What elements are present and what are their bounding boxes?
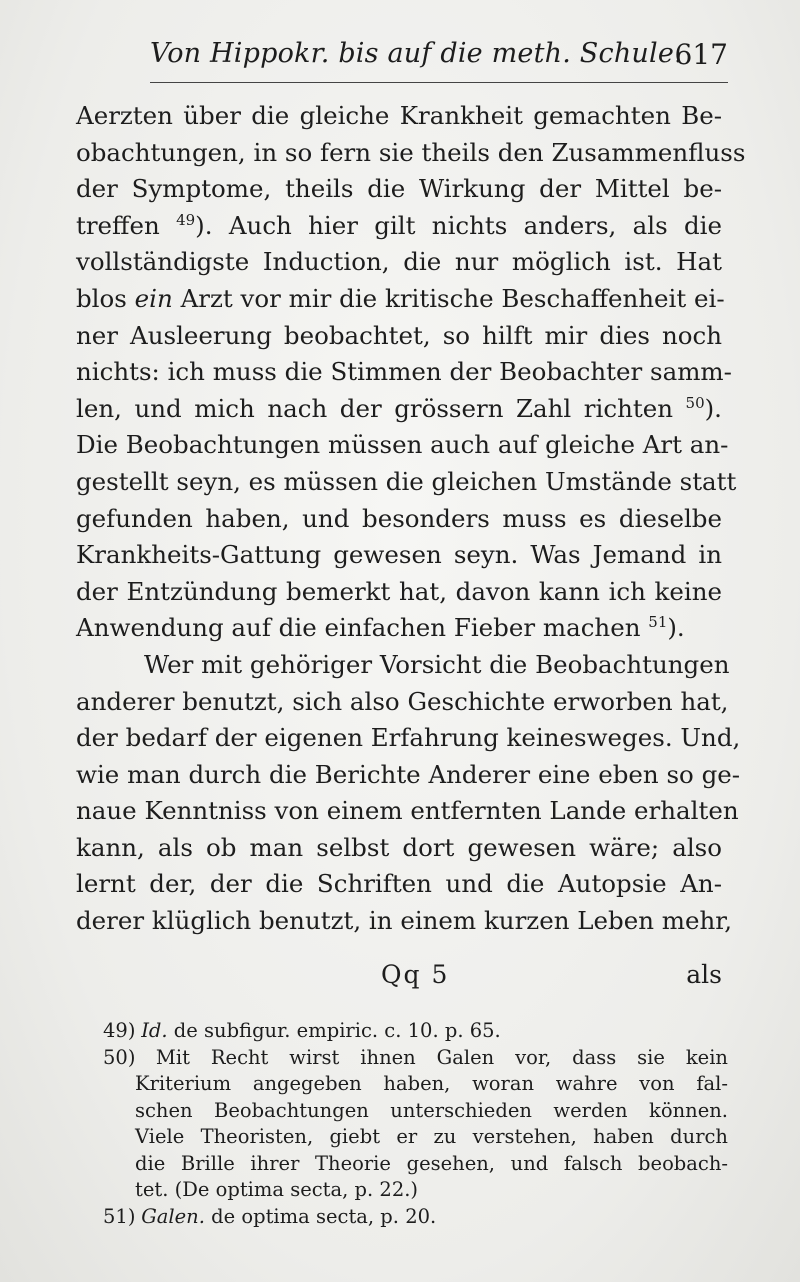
footnote-ref-49: 49 xyxy=(176,210,196,229)
text-line: treffen $^{49}$). Auch hier gilt nichts anders, als die xyxy=(76,210,722,240)
text-line: Krankheits-Gattung gewesen seyn. Was Jemand in xyxy=(76,540,722,570)
page-header xyxy=(150,38,728,83)
text-line: der bedarf der eigenen Erfahrung keinesweges. Und, xyxy=(76,723,741,753)
footnote-50: 50) Mit Recht wirst ihnen Galen vor, dass sie kein xyxy=(103,1045,728,1069)
text-line: Wer mit gehöriger Vorsicht die Beobachtungen xyxy=(144,649,730,679)
text-line: Anwendung auf die einfachen Fieber machen $^{51}$). xyxy=(76,613,685,643)
footnote-50-line: schen Beobachtungen unterschieden werden können. xyxy=(135,1098,728,1122)
footnote-ref-50: 50 xyxy=(685,393,705,412)
signature-row xyxy=(76,960,722,1000)
text-line: derer klüglich benutzt, in einem kurzen Leben mehr, xyxy=(76,906,733,936)
text-line: gestellt seyn, es müssen die gleichen Umstände statt xyxy=(76,466,737,496)
running-head: Von Hippokr. bis auf die meth. Schule. xyxy=(150,38,683,69)
text-line: naue Kenntniss von einem entfernten Lande erhalten xyxy=(76,796,739,826)
footnote-ref-51: 51 xyxy=(648,613,668,632)
text-line: gefunden haben, und besonders muss es dieselbe xyxy=(76,503,722,533)
text-line: ner Ausleerung beobachtet, so hilft mir dies noch xyxy=(76,320,722,350)
text-line: obachtungen, in so fern sie theils den Zusammenfluss xyxy=(76,137,746,167)
footnote-50-line: die Brille ihrer Theorie gesehen, und falsch beobach- xyxy=(135,1151,728,1175)
main-text xyxy=(76,98,746,940)
text-line: vollständigste Induction, die nur möglich ist. Hat xyxy=(76,247,722,277)
text-line: der Entzündung bemerkt hat, davon kann ich keine xyxy=(76,576,722,606)
text-line: kann, als ob man selbst dort gewesen wäre; also xyxy=(76,832,722,862)
text-line: nichts: ich muss die Stimmen der Beobachter samm- xyxy=(76,357,732,387)
footnote-50-line: Viele Theoristen, giebt er zu verstehen, haben durch xyxy=(135,1125,728,1148)
page-number: 617 xyxy=(674,38,728,71)
footnote-50-line: Kriterium angegeben haben, woran wahre von fal- xyxy=(135,1072,728,1095)
footnote-51: 51) Galen. de optima secta, p. 20. xyxy=(103,1204,437,1228)
text-line: anderer benutzt, sich also Geschichte erworben hat, xyxy=(76,686,729,716)
footnote-50-line: tet. (De optima secta, p. 22.) xyxy=(135,1178,419,1201)
footnote-49: 49) Id. de subfigur. empiric. c. 10. p. 65. xyxy=(103,1019,501,1042)
text-line: wie man durch die Berichte Anderer eine eben so ge- xyxy=(76,759,741,789)
text-line: len, und mich nach der grössern Zahl richten $^{50}$). xyxy=(76,393,722,423)
signature-mark: Qq 5 xyxy=(381,960,450,989)
text-line: blos ein Arzt vor mir die kritische Beschaffenheit ei- xyxy=(76,283,725,313)
catchword: als xyxy=(686,960,722,989)
text-line: der Symptome, theils die Wirkung der Mittel be- xyxy=(76,174,722,204)
footnotes xyxy=(103,1018,728,1230)
text-line: lernt der, der die Schriften und die Autopsie An- xyxy=(76,869,722,899)
text-line: Die Beobachtungen müssen auch auf gleiche Art an- xyxy=(76,430,729,460)
text-line: Aerzten über die gleiche Krankheit gemachten Be- xyxy=(76,101,722,130)
